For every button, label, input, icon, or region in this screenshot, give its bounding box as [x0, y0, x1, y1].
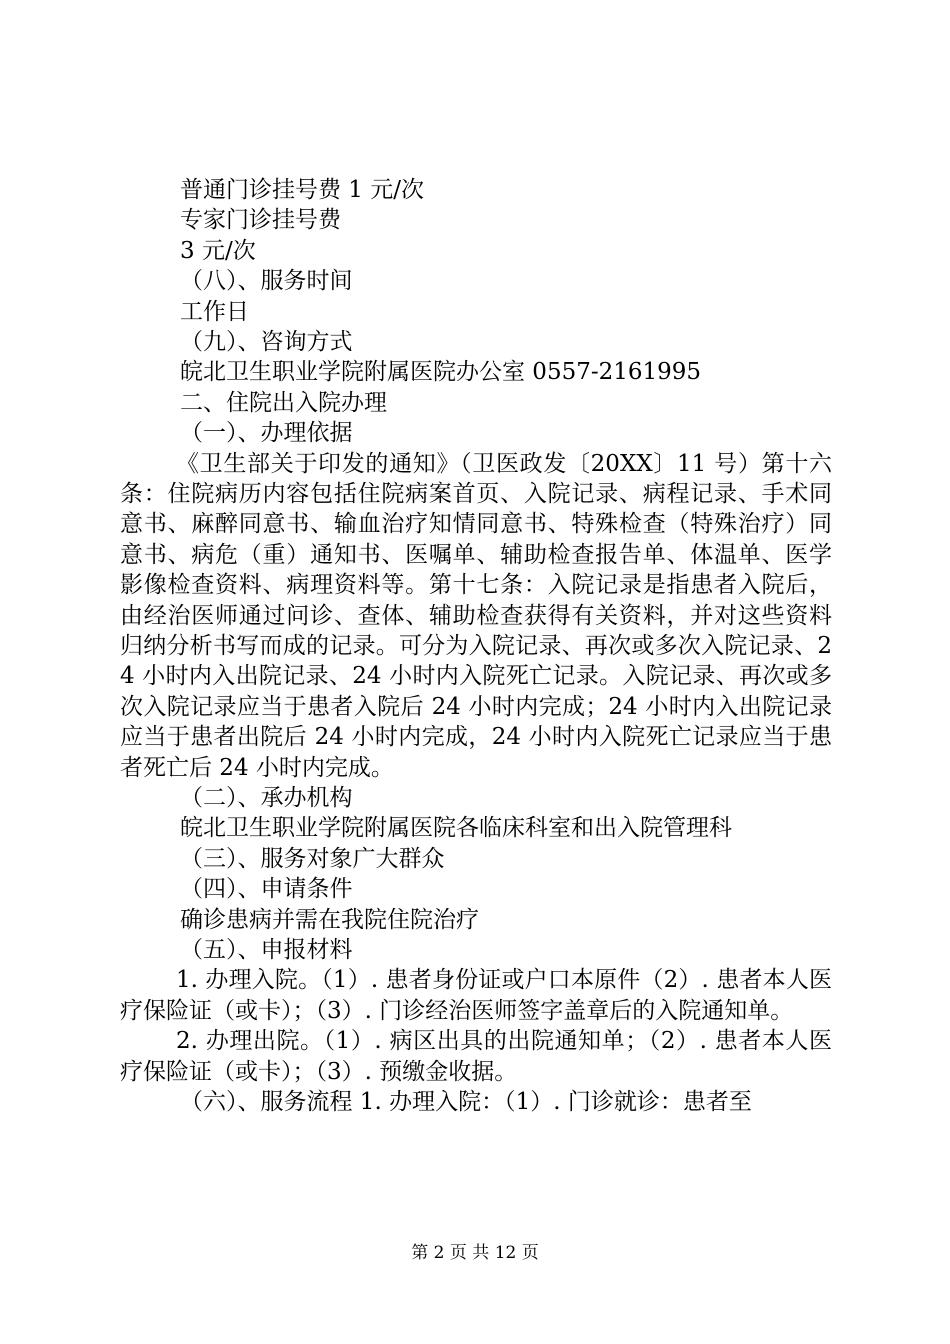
text-line: 工作日	[180, 298, 249, 325]
section-heading: （三）、服务对象广大群众	[180, 845, 445, 872]
paragraph-basis: 《卫生部关于印发的通知》（卫医政发〔20XX〕11 号）第十六条：住院病历内容包括住院病案首页、入院记录、病程记录、手术同意书、麻醉同意书、输血治疗知情同意书、特殊检查（特殊治疗）同意书、病危（重）通知书、医嘱单、辅助检查报告单、体温单、医学影像检查资料、病理资料等。第十七条：入院记录是指患者入院后，由经治医师通过问诊、查体、辅助检查获得有关资料，并对这些资料归纳分析书写而成的记录。可分为入院记录、再次或多次入院记录、24 小时内入出院记录、24 小时内入院死亡记录。入院记录、再次或多次入院记录应当于患者入院后 24 小时内完成；24 小时内入出院记录应当于患者出院后 24 小时内完成，24 小时内入院死亡记录应当于患者死亡后 24 小时内完成。	[120, 450, 832, 781]
text-line: 3 元/次	[180, 237, 256, 264]
section-heading: （八）、服务时间	[180, 268, 353, 295]
text-line: 普通门诊挂号费 1 元/次	[180, 177, 425, 203]
section-heading: （九）、咨询方式	[180, 328, 353, 355]
paragraph-process: （六）、服务流程 1. 办理入院：（1）. 门诊就诊：患者至	[180, 1088, 752, 1115]
chapter-heading: 二、住院出入院办理	[180, 389, 387, 416]
section-heading: （二）、承办机构	[180, 784, 353, 811]
paragraph-discharge: 2. 办理出院。（1）. 病区出具的出院通知单；（2）. 患者本人医疗保险证（或卡）；（3）. 预缴金收据。	[120, 1028, 832, 1085]
section-heading: （四）、申请条件	[180, 876, 353, 903]
page-footer: 第 2 页 共 12 页	[411, 1243, 539, 1263]
section-heading: （一）、办理依据	[180, 420, 353, 447]
document-body	[120, 175, 832, 1117]
text-line: 专家门诊挂号费	[180, 207, 341, 234]
text-line: 皖北卫生职业学院附属医院办公室 0557-2161995	[180, 359, 702, 386]
text-line: 确诊患病并需在我院住院治疗	[180, 906, 479, 933]
text-line: 皖北卫生职业学院附属医院各临床科室和出入院管理科	[180, 815, 732, 842]
paragraph-admission: 1. 办理入院。（1）. 患者身份证或户口本原件（2）. 患者本人医疗保险证（或卡）；（3）. 门诊经治医师签字盖章后的入院通知单。	[120, 967, 832, 1024]
section-heading: （五）、申报材料	[180, 936, 353, 963]
